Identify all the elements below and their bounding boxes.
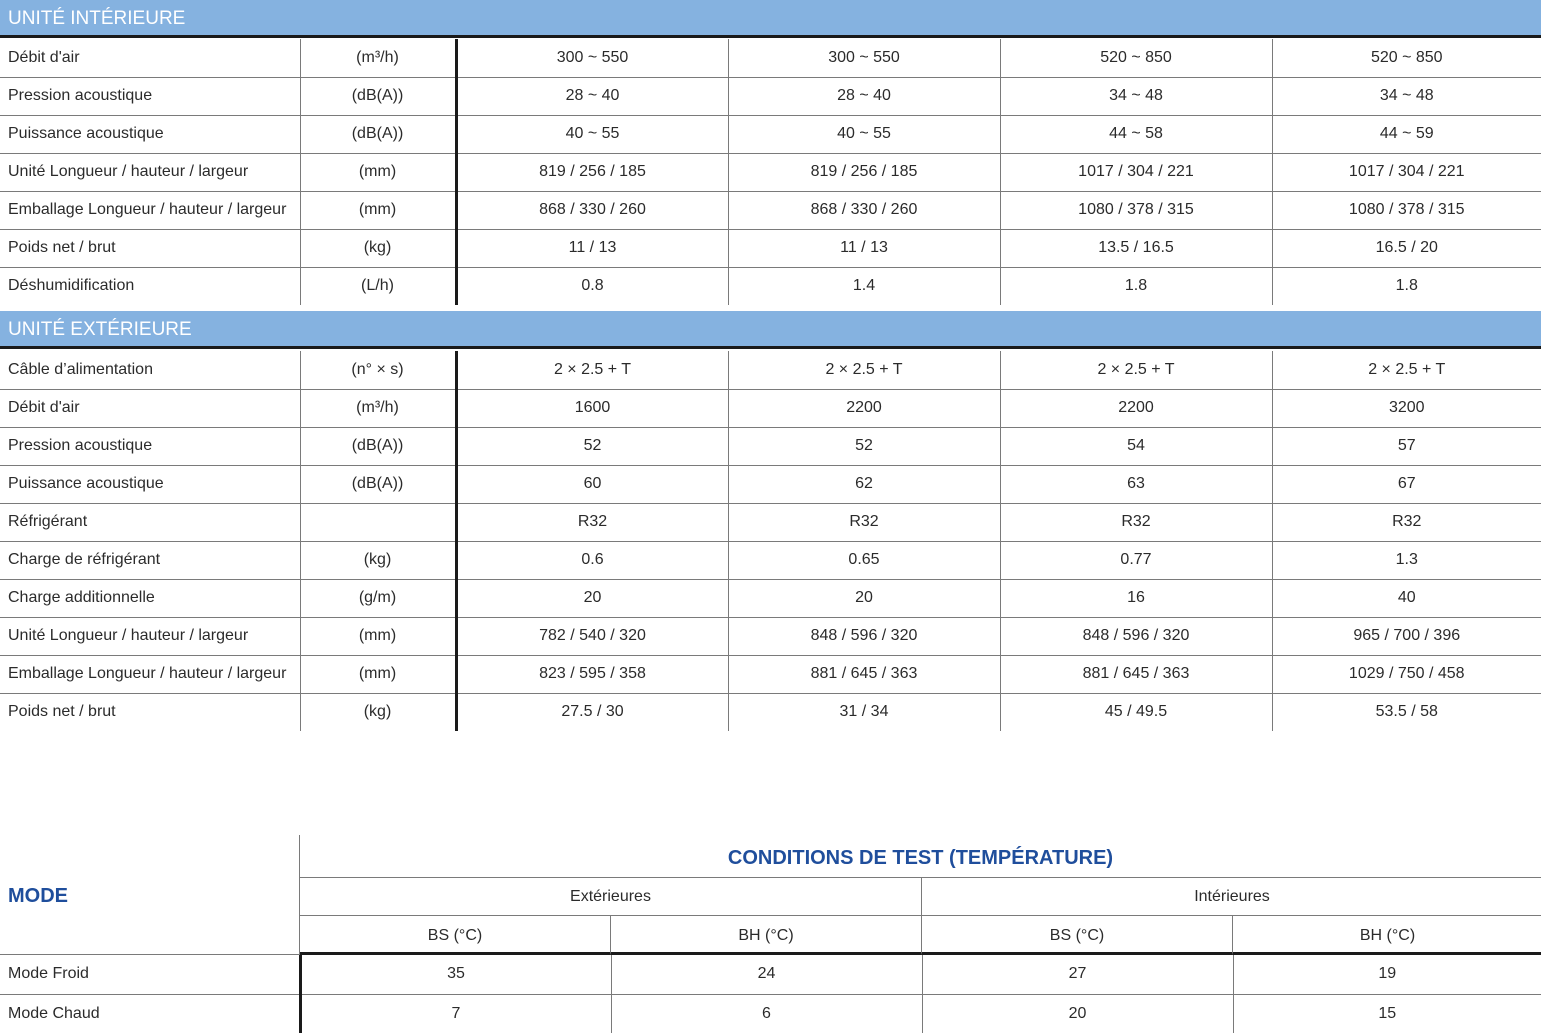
row-value: 27.5 / 30 [456, 693, 728, 731]
row-unit: (n° × s) [300, 351, 456, 389]
row-value: 868 / 330 / 260 [728, 191, 1000, 229]
row-unit: (m³/h) [300, 39, 456, 77]
table-row [0, 541, 1541, 579]
group-outdoor: Extérieures [300, 878, 922, 916]
row-unit: (g/m) [300, 579, 456, 617]
row-value: 20 [456, 579, 728, 617]
table-row [0, 503, 1541, 541]
row-value: R32 [1272, 503, 1541, 541]
table-row [0, 427, 1541, 465]
group-indoor: Intérieures [922, 878, 1541, 916]
row-value: 823 / 595 / 358 [456, 655, 728, 693]
mode-value: 27 [922, 955, 1233, 994]
mode-header-cell [0, 835, 299, 955]
row-value: 881 / 645 / 363 [728, 655, 1000, 693]
row-label: Emballage Longueur / hauteur / largeur [0, 655, 300, 693]
row-value: 1.4 [728, 267, 1000, 305]
mode-label: Mode Froid [0, 955, 300, 994]
mode-title: MODE [8, 885, 68, 907]
row-value: R32 [456, 503, 728, 541]
row-label: Câble d’alimentation [0, 351, 300, 389]
row-unit: (L/h) [300, 267, 456, 305]
outdoor-section-header [0, 311, 1541, 349]
mode-label: Mode Chaud [0, 994, 300, 1033]
row-value: 44 ~ 58 [1000, 115, 1272, 153]
row-value: 34 ~ 48 [1000, 77, 1272, 115]
table-row [0, 389, 1541, 427]
row-label: Réfrigérant [0, 503, 300, 541]
row-value: 1080 / 378 / 315 [1272, 191, 1541, 229]
row-value: 2 × 2.5 + T [1000, 351, 1272, 389]
row-value: 881 / 645 / 363 [1000, 655, 1272, 693]
row-unit: (m³/h) [300, 389, 456, 427]
table-row [0, 579, 1541, 617]
table-row [0, 351, 1541, 389]
mode-value: 7 [300, 994, 611, 1033]
mode-row [0, 955, 1541, 994]
row-value: 40 ~ 55 [456, 115, 728, 153]
row-unit: (mm) [300, 191, 456, 229]
mode-value: 24 [611, 955, 922, 994]
table-row [0, 77, 1541, 115]
row-value: 2 × 2.5 + T [1272, 351, 1541, 389]
row-value: 300 ~ 550 [728, 39, 1000, 77]
row-value: 819 / 256 / 185 [456, 153, 728, 191]
row-value: 868 / 330 / 260 [456, 191, 728, 229]
row-value: 53.5 / 58 [1375, 703, 1438, 721]
row-value: 1600 [456, 389, 728, 427]
row-value: 28 ~ 40 [728, 77, 1000, 115]
sub-outdoor-bh: BH (°C) [611, 916, 922, 955]
row-value: 11 / 13 [456, 229, 728, 267]
row-label: Charge additionnelle [0, 579, 300, 617]
row-value: 28 ~ 40 [456, 77, 728, 115]
row-value: 1.3 [1272, 541, 1541, 579]
row-value: 40 [1272, 579, 1541, 617]
row-label: Déshumidification [0, 267, 300, 305]
row-value: R32 [1000, 503, 1272, 541]
row-value: 52 [456, 427, 728, 465]
row-value: 16.5 / 20 [1272, 229, 1541, 267]
row-value: 52 [728, 427, 1000, 465]
row-value: 1017 / 304 / 221 [1000, 153, 1272, 191]
row-value: 0.6 [456, 541, 728, 579]
row-value: 60 [456, 465, 728, 503]
row-label: Unité Longueur / hauteur / largeur [0, 153, 300, 191]
row-value: 1017 / 304 / 221 [1272, 153, 1541, 191]
row-label: Poids net / brut [0, 229, 300, 267]
conditions-header [299, 835, 1541, 955]
row-value: 57 [1272, 427, 1541, 465]
table-row [0, 115, 1541, 153]
row-label: Pression acoustique [0, 77, 300, 115]
row-value: 1.8 [1000, 267, 1272, 305]
row-value: 11 / 13 [728, 229, 1000, 267]
row-value: 44 ~ 59 [1272, 115, 1541, 153]
row-label: Puissance acoustique [0, 465, 300, 503]
table-row [0, 465, 1541, 503]
row-unit: (kg) [300, 229, 456, 267]
indoor-section-header [0, 0, 1541, 38]
table-row [0, 229, 1541, 267]
row-value: 848 / 596 / 320 [1000, 617, 1272, 655]
row-value: 520 ~ 850 [1000, 39, 1272, 77]
mode-rows-table [0, 955, 1541, 1033]
table-row [0, 153, 1541, 191]
row-value: 0.77 [1000, 541, 1272, 579]
row-value: 62 [728, 465, 1000, 503]
row-value: 1080 / 378 / 315 [1000, 191, 1272, 229]
row-value: 782 / 540 / 320 [456, 617, 728, 655]
table-row [0, 191, 1541, 229]
row-unit: (mm) [300, 153, 456, 191]
row-value: 300 ~ 550 [456, 39, 728, 77]
table-row [0, 617, 1541, 655]
row-unit: (dB(A)) [300, 427, 456, 465]
table-row [0, 39, 1541, 77]
row-value: 3200 [1272, 389, 1541, 427]
row-value: 965 / 700 / 396 [1272, 617, 1541, 655]
row-value: 67 [1272, 465, 1541, 503]
mode-value: 35 [300, 955, 611, 994]
mode-value: 6 [611, 994, 922, 1033]
row-value: 13.5 / 16.5 [1000, 229, 1272, 267]
sub-indoor-bs: BS (°C) [922, 916, 1233, 955]
row-value: 40 ~ 55 [728, 115, 1000, 153]
row-value: 520 ~ 850 [1272, 39, 1541, 77]
row-value: 1.8 [1395, 277, 1418, 295]
row-label: Emballage Longueur / hauteur / largeur [0, 191, 300, 229]
row-unit [300, 503, 456, 541]
row-unit: (dB(A)) [300, 115, 456, 153]
table-row [0, 267, 1541, 305]
table-row [0, 693, 1541, 731]
row-value: 20 [728, 579, 1000, 617]
test-conditions-table [0, 835, 1541, 1035]
row-unit: (dB(A)) [300, 77, 456, 115]
row-value: 16 [1000, 579, 1272, 617]
outdoor-section-title: UNITÉ EXTÉRIEURE [8, 319, 192, 340]
row-value: 63 [1000, 465, 1272, 503]
mode-value: 19 [1233, 955, 1541, 994]
row-value: R32 [728, 503, 1000, 541]
row-value: 31 / 34 [728, 693, 1000, 731]
row-value: 2 × 2.5 + T [728, 351, 1000, 389]
row-unit: (kg) [300, 693, 456, 731]
row-label: Débit d'air [0, 39, 300, 77]
row-value: 34 ~ 48 [1272, 77, 1541, 115]
row-value: 1029 / 750 / 458 [1272, 655, 1541, 693]
row-value: 2200 [728, 389, 1000, 427]
row-label: Débit d'air [0, 389, 300, 427]
row-label: Charge de réfrigérant [0, 541, 300, 579]
row-value: 0.8 [456, 267, 728, 305]
row-unit: (mm) [300, 617, 456, 655]
row-label: Unité Longueur / hauteur / largeur [0, 617, 300, 655]
row-value: 848 / 596 / 320 [728, 617, 1000, 655]
row-unit: (mm) [300, 655, 456, 693]
row-unit: (kg) [300, 541, 456, 579]
row-value: 819 / 256 / 185 [728, 153, 1000, 191]
row-value: 54 [1000, 427, 1272, 465]
outdoor-spec-table [0, 351, 1541, 731]
sub-outdoor-bs: BS (°C) [300, 916, 611, 955]
table-row [0, 655, 1541, 693]
mode-value: 15 [1378, 1004, 1397, 1022]
row-value: 2 × 2.5 + T [456, 351, 728, 389]
indoor-spec-table [0, 39, 1541, 305]
row-value: 45 / 49.5 [1000, 693, 1272, 731]
conditions-title: CONDITIONS DE TEST (TEMPÉRATURE) [300, 835, 1541, 878]
sub-indoor-bh: BH (°C) [1233, 916, 1541, 955]
mode-value: 20 [922, 994, 1233, 1033]
row-label: Pression acoustique [0, 427, 300, 465]
row-unit: (dB(A)) [300, 465, 456, 503]
row-label: Puissance acoustique [0, 115, 300, 153]
row-value: 0.65 [728, 541, 1000, 579]
row-label: Poids net / brut [0, 693, 300, 731]
mode-row [0, 994, 1541, 1033]
row-value: 2200 [1000, 389, 1272, 427]
indoor-section-title: UNITÉ INTÉRIEURE [8, 8, 186, 29]
